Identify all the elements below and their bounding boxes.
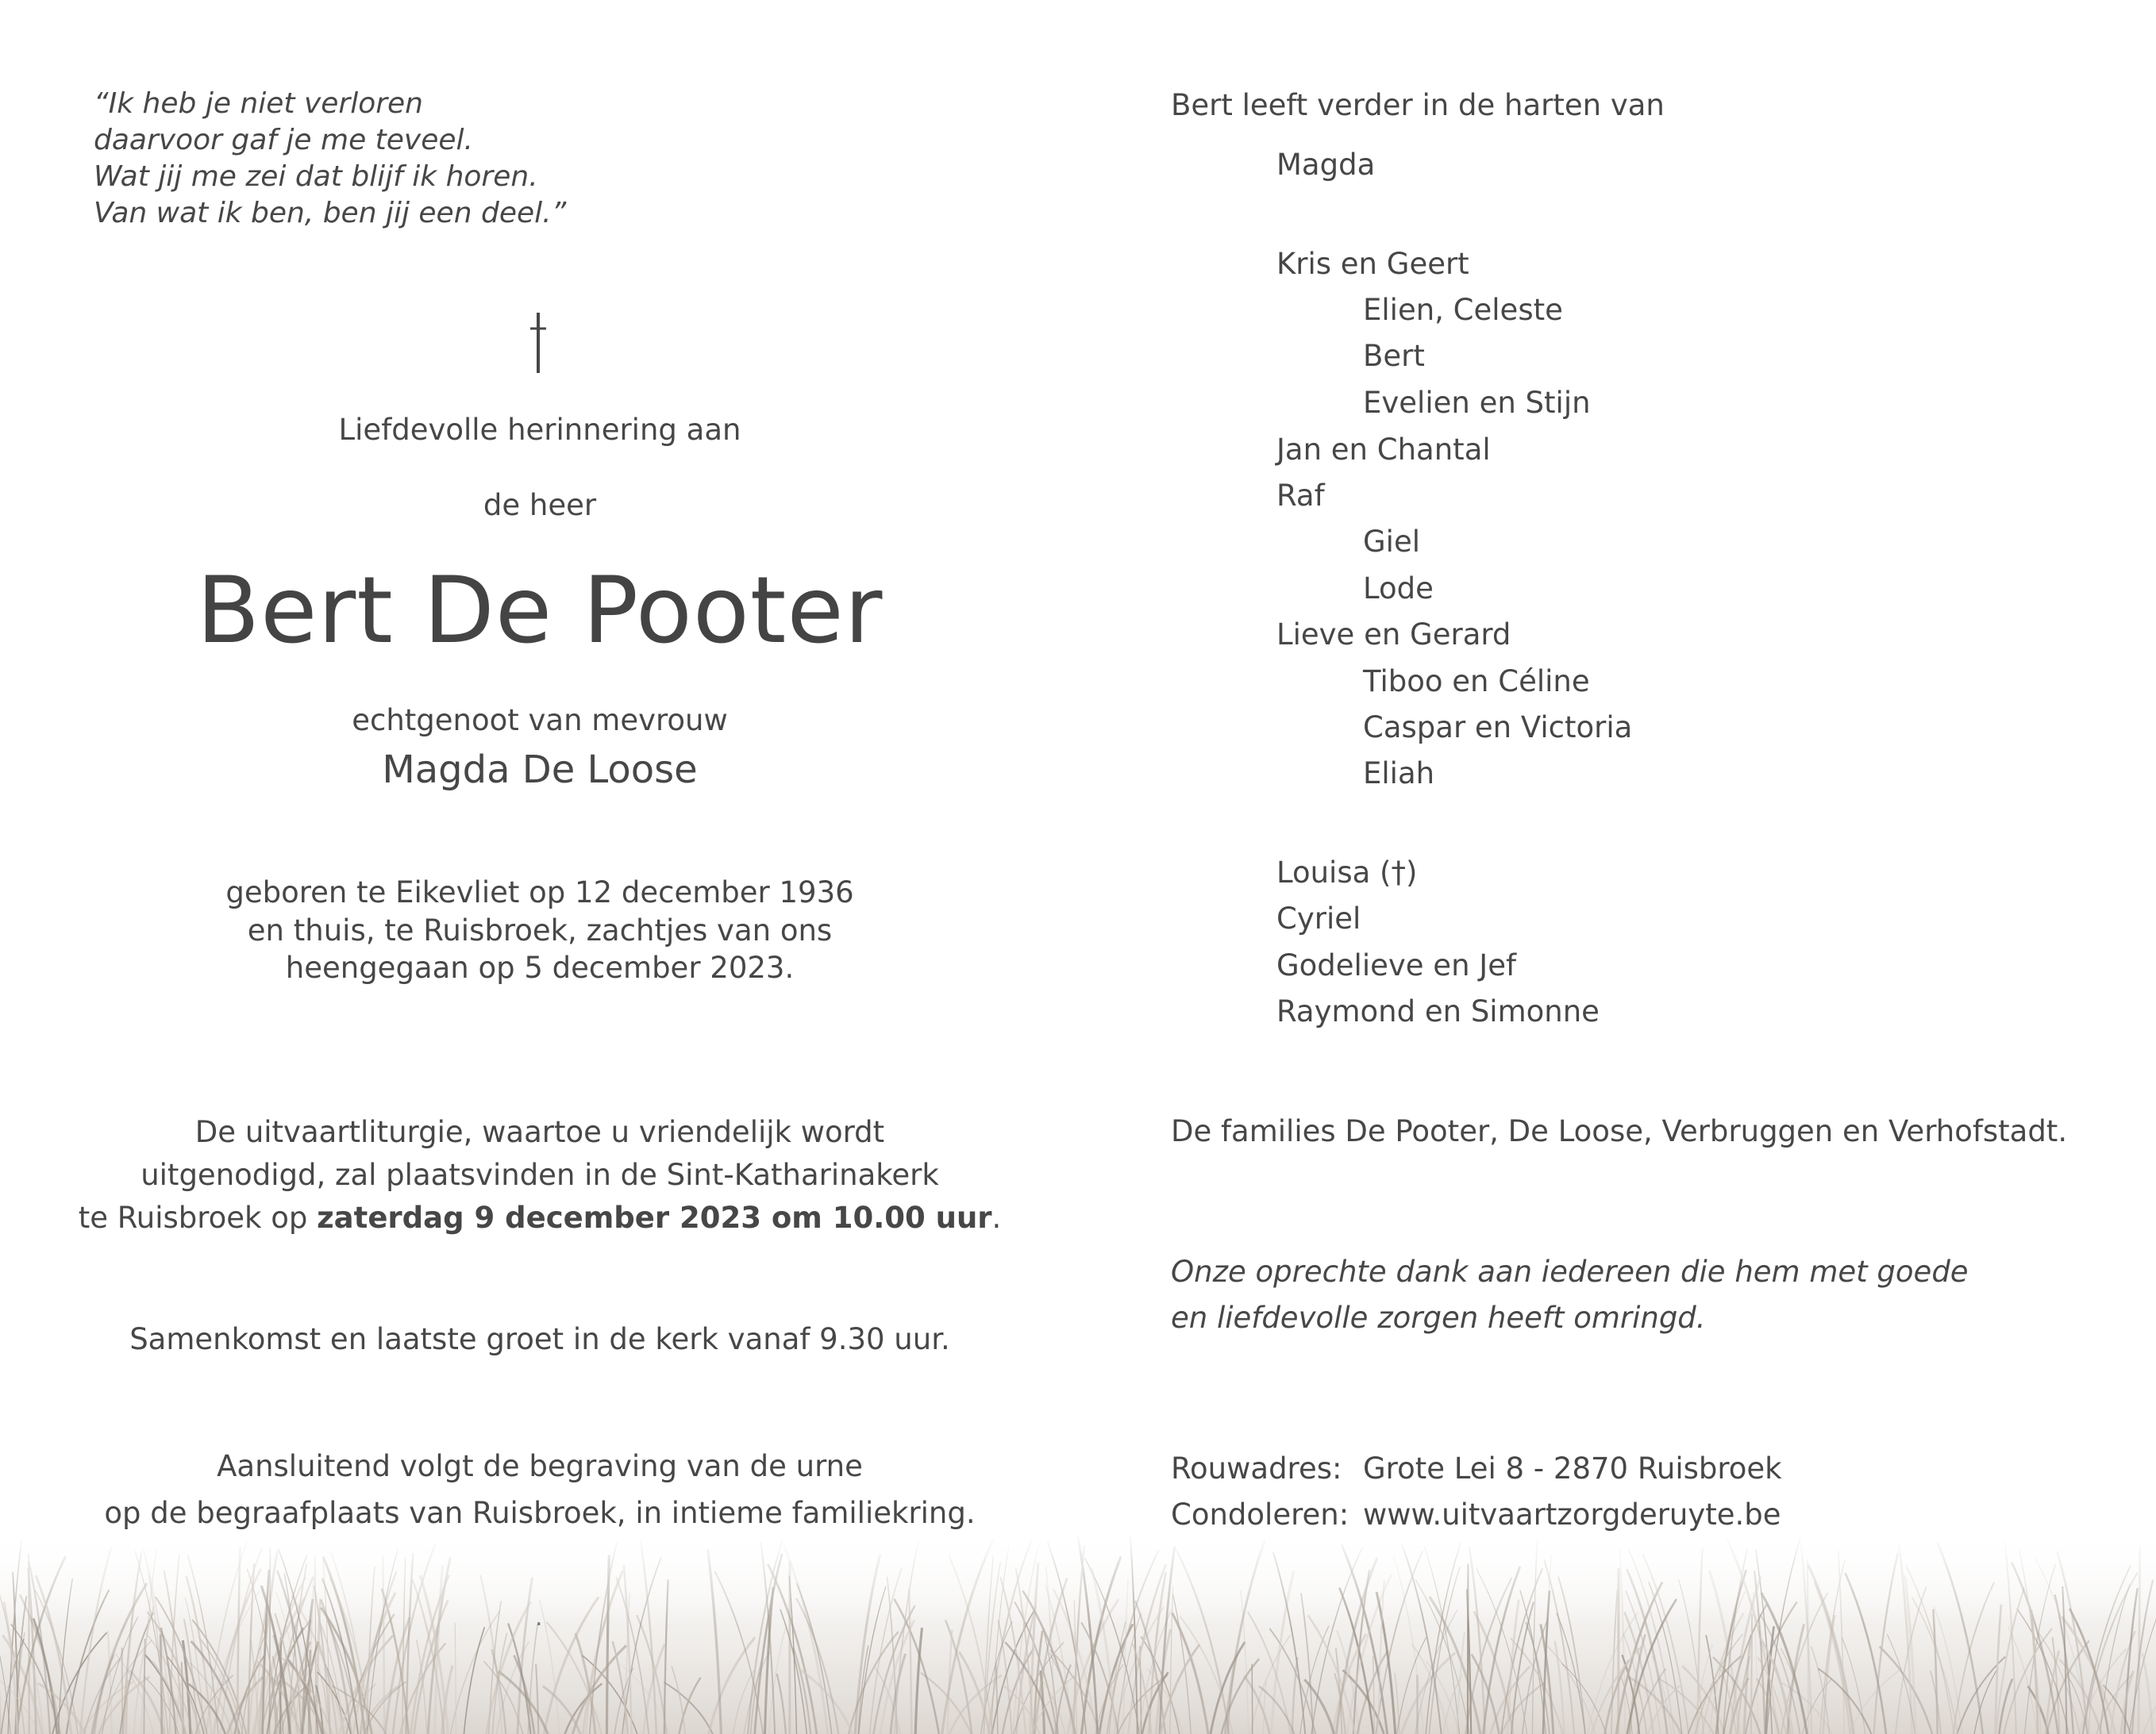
- family-child: Kris en Geert: [1276, 247, 1469, 281]
- life-line: heengegaan op 5 december 2023.: [285, 951, 795, 985]
- spouse-intro: echtgenoot van mevrouw: [352, 703, 728, 737]
- family-sibling: Louisa (†): [1276, 855, 1418, 890]
- thanks-line: en liefdevolle zorgen heeft omringd.: [1171, 1301, 1706, 1335]
- family-child: Raf: [1276, 479, 1325, 513]
- burial-line: op de begraafplaats van Ruisbroek, in intieme familiekring.: [104, 1496, 976, 1530]
- life-line: en thuis, te Ruisbroek, zachtjes van ons: [247, 913, 833, 948]
- family-sibling: Raymond en Simonne: [1276, 994, 1600, 1028]
- memory-heading: Liefdevolle herinnering aan: [338, 413, 741, 447]
- burial-line: Aansluitend volgt de begraving van de urne: [217, 1449, 863, 1483]
- family-spouse: Magda: [1276, 148, 1376, 182]
- quote-line: daarvoor gaf je me teveel.: [94, 124, 473, 156]
- bottom-mark: .: [535, 1604, 543, 1632]
- grass-decoration: [0, 1532, 2156, 1734]
- family-grandchild: Elien, Celeste: [1363, 293, 1563, 327]
- life-line: geboren te Eikevliet op 12 december 1936: [225, 875, 854, 909]
- families-text: De families De Pooter, De Loose, Verbruggen en Verhofstadt.: [1171, 1114, 2068, 1148]
- funeral-suffix: .: [991, 1201, 1002, 1235]
- quote-line: Wat jij me zei dat blijf ik horen.: [94, 160, 538, 193]
- grass-blade: [1751, 1613, 1752, 1734]
- family-grandchild: Evelien en Stijn: [1363, 386, 1591, 420]
- family-sibling: Cyriel: [1276, 902, 1361, 936]
- thanks-line: Onze oprechte dank aan iedereen die hem met goede: [1171, 1255, 1969, 1289]
- family-grandchild: Eliah: [1363, 756, 1435, 790]
- address-value: Grote Lei 8 - 2870 Ruisbroek: [1363, 1451, 1782, 1486]
- quote-block: [94, 86, 566, 232]
- funeral-date: zaterdag 9 december 2023 om 10.00 uur: [317, 1201, 992, 1235]
- title-text: de heer: [483, 488, 597, 522]
- grass-blade: [1252, 1664, 1253, 1734]
- quote-line: “Ik heb je niet verloren: [94, 87, 423, 120]
- condolence-link[interactable]: www.uitvaartzorgderuyte.be: [1363, 1498, 1781, 1532]
- family-sibling: Godelieve en Jef: [1276, 948, 1516, 982]
- family-intro: Bert leeft verder in de harten van: [1171, 88, 1665, 122]
- spouse-name: Magda De Loose: [382, 748, 698, 792]
- deceased-name: Bert De Pooter: [196, 557, 884, 664]
- gathering-text: Samenkomst en laatste groet in de kerk vanaf 9.30 uur.: [129, 1322, 950, 1356]
- family-grandchild: Giel: [1363, 525, 1420, 559]
- family-child: Lieve en Gerard: [1276, 617, 1511, 652]
- address-label: Rouwadres:: [1171, 1451, 1342, 1486]
- family-grandchild: Caspar en Victoria: [1363, 710, 1633, 744]
- family-grandchild: Tiboo en Céline: [1363, 664, 1590, 698]
- family-child: Jan en Chantal: [1276, 433, 1491, 467]
- funeral-prefix: te Ruisbroek op: [78, 1201, 318, 1235]
- funeral-line: De uitvaartliturgie, waartoe u vriendelijk wordt: [194, 1115, 885, 1149]
- family-grandchild: Lode: [1363, 571, 1434, 606]
- funeral-line: uitgenodigd, zal plaatsvinden in de Sint-Katharinakerk: [141, 1158, 939, 1192]
- quote-line: Van wat ik ben, ben jij een deel.”: [94, 197, 567, 229]
- condolence-label: Condoleren:: [1171, 1498, 1349, 1532]
- funeral-line: [64, 1199, 1016, 1237]
- family-grandchild: Bert: [1363, 339, 1425, 373]
